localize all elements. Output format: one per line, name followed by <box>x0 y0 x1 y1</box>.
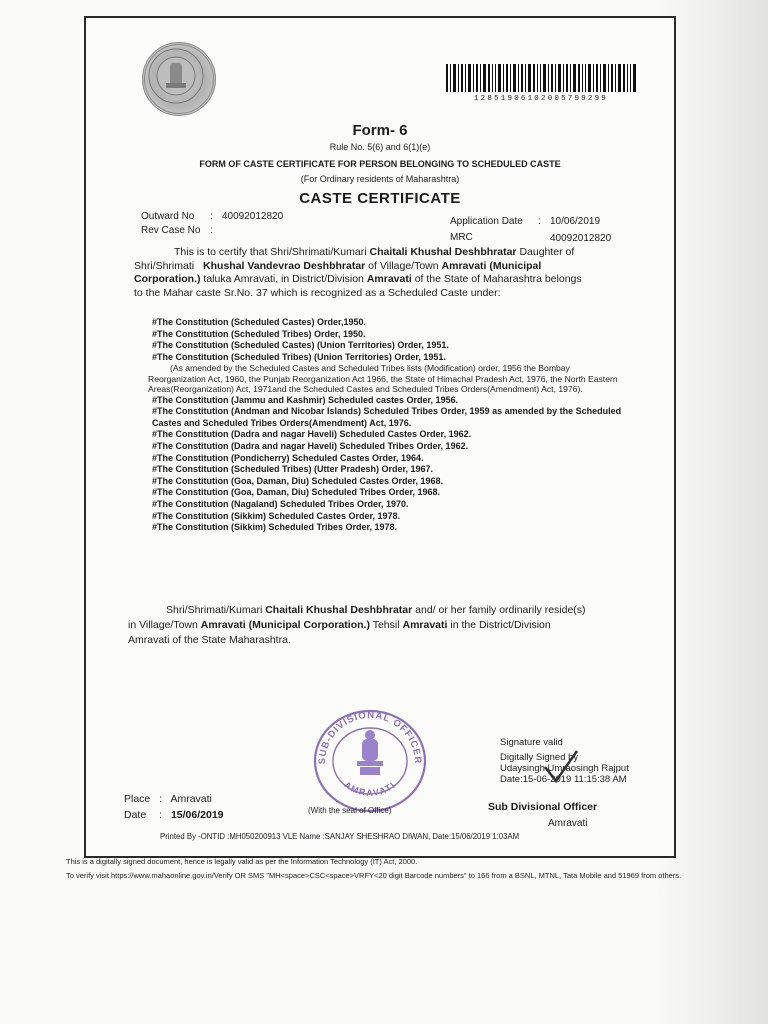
body-text: Daughter of <box>519 246 575 258</box>
order-item: #The Constitution (Andman and Nicobar Islands) Scheduled Tribes Order, 1959 as amended by the Scheduled Castes and Scheduled Tribes Orders(Amendment) Act, 1976. <box>152 406 622 428</box>
town-name: Amravati (Municipal <box>441 260 542 272</box>
officer-title: Sub Divisional Officer <box>488 801 598 813</box>
order-item: #The Constitution (Dadra and nagar Haveli) Scheduled Tribes Order, 1962. <box>152 440 469 451</box>
order-item: #The Constitution (Nagaland) Scheduled Tribes Order, 1970. <box>152 498 409 509</box>
body-text: and/ or her family ordinarily reside(s) <box>415 604 586 616</box>
body-text: in the District/Division <box>450 619 551 631</box>
outward-separator: : <box>210 211 213 222</box>
svg-text:SUB-DIVISIONAL OFFICER: SUB-DIVISIONAL OFFICER <box>316 709 424 765</box>
residence-statement <box>128 603 628 648</box>
body-line-1 <box>174 246 574 260</box>
body-line-4: to the Mahar caste Sr.No. 37 which is recognized as a Scheduled Caste under: <box>134 287 501 299</box>
order-item: #The Constitution (Scheduled Castes) Order,1950. <box>152 317 367 327</box>
body-text: Corporation.) <box>134 273 201 285</box>
form-title: Form- 6 <box>352 122 408 139</box>
order-item: #The Constitution (Goa, Daman, Diu) Scheduled Tribes Order, 1968. <box>152 487 441 498</box>
signature-valid: Signature valid <box>500 737 563 748</box>
form-subheading: (For Ordinary residents of Maharashtra) <box>300 174 460 184</box>
body-text: of the State Maharashtra. <box>172 634 291 646</box>
order-item: #The Constitution (Dadra and nagar Haveli) Scheduled Castes Order, 1962. <box>152 429 472 440</box>
place-separator: : <box>159 793 163 805</box>
amendment-note: (As amended by the Scheduled Castes and Scheduled Tribes lists (Modification) order, 1956 the Bombay Reorganization Act, 1960, the Punjab Reorganization Act 1966, the State of Himachal Pradesh Act, 1976, the North Eastern Areas(Reorganization) Act, 1971and the Scheduled Castes and Scheduled Tribes Orders(Amendment) Act, 1976). <box>148 363 618 395</box>
signer-name: Udaysingh Umraosingh Rajput <box>500 763 629 774</box>
certificate-title: CASTE CERTIFICATE <box>299 190 461 207</box>
order-item: #The Constitution (Scheduled Tribes) (Utter Pradesh) Order, 1967. <box>152 464 434 475</box>
printed-by-line: Printed By -ONTID :MH050200913 VLE Name :SANJAY SHESHRAO DIWAN, Date:15/06/2019 1:03AM <box>160 832 520 841</box>
resident-town: Amravati (Municipal Corporation.) <box>200 619 370 631</box>
svg-text:AMRAVATI: AMRAVATI <box>342 779 398 798</box>
date-label: Date <box>124 809 147 821</box>
parent-name: Khushal Vandevrao Deshbhratar <box>203 260 366 272</box>
signature-checkmark-icon <box>541 747 581 787</box>
mrc-value: 40092012820 <box>550 233 612 244</box>
application-date-separator: : <box>538 216 541 227</box>
resident-name: Chaitali Khushal Deshbhratar <box>265 604 413 616</box>
applicant-name: Chaitali Khushal Deshbhratar <box>369 246 517 258</box>
place-value: Amravati <box>170 793 212 805</box>
signed-by: Digitally Signed by <box>500 752 579 763</box>
barcode-icon <box>446 64 636 92</box>
barcode-number: 12851906102005799299 <box>473 95 608 103</box>
body-line-3 <box>134 273 582 287</box>
order-item: #The Constitution (Goa, Daman, Diu) Scheduled Castes Order, 1968. <box>152 475 444 486</box>
body-line-2 <box>134 260 541 274</box>
place-label: Place <box>124 793 151 805</box>
rule-reference: Rule No. 5(6) and 6(1)(e) <box>329 142 431 152</box>
rev-case-separator: : <box>210 225 213 236</box>
order-item: #The Constitution (Pondicherry) Scheduled Castes Order, 1964. <box>152 452 424 463</box>
body-text: This is to certify that Shri/Shrimati/Kumari <box>174 246 367 258</box>
government-emblem-seal-icon <box>142 42 216 116</box>
body-text: Tehsil <box>372 619 400 631</box>
sub-divisional-officer-stamp-icon <box>311 705 429 815</box>
resident-district: Amravati <box>128 634 170 646</box>
form-heading: FORM OF CASTE CERTIFICATE FOR PERSON BELONGING TO SCHEDULED CASTE <box>199 159 561 169</box>
order-item: #The Constitution (Jammu and Kashmir) Scheduled castes Order, 1956. <box>152 394 459 405</box>
order-item: #The Constitution (Sikkim) Scheduled Tribes Order, 1978. <box>152 522 398 533</box>
signature-date: Date:15-06-2019 11:15:38 AM <box>500 774 627 785</box>
date-value: 15/06/2019 <box>170 809 224 821</box>
body-text: Shri/Shrimati <box>134 260 195 272</box>
body-text: Shri/Shrimati/Kumari <box>166 604 263 616</box>
body-text: of Village/Town <box>368 260 439 272</box>
order-item: #The Constitution (Scheduled Tribes) (Union Territories) Order, 1951. <box>152 351 446 362</box>
constitution-orders-list <box>148 317 622 534</box>
place-row <box>124 793 212 805</box>
body-text: of the State of Maharashtra belongs <box>414 273 582 285</box>
footer-verify-note: To verify visit https://www.mahaonline.gov.in/Verify OR SMS "MH<space>CSC<space>VRFY<20 digit Barcode numbers" to 166 from a BSNL, MTNL, Tata Mobile and 51969 from others. <box>66 871 682 880</box>
order-item: #The Constitution (Scheduled Tribes) Order, 1950. <box>152 328 366 339</box>
application-date-label: Application Date <box>450 216 523 227</box>
outward-label: Outward No <box>141 211 195 222</box>
application-date-value: 10/06/2019 <box>550 216 601 227</box>
body-text: taluka Amravati, in District/Division <box>203 273 364 285</box>
body-text: in Village/Town <box>128 619 198 631</box>
officer-place: Amravati <box>548 818 588 829</box>
order-item: #The Constitution (Scheduled Castes) (Union Territories) Order, 1951. <box>152 340 449 351</box>
seal-caption: (With the seal of Office) <box>308 806 392 815</box>
footer-legal-note: This is a digitally signed document, hence is legally valid as per the Information Technology (IT) Act, 2000. <box>66 857 418 866</box>
date-separator: : <box>159 809 163 821</box>
date-row <box>124 809 224 821</box>
mrc-label: MRC <box>450 232 473 243</box>
order-item: #The Constitution (Sikkim) Scheduled Castes Order, 1978. <box>152 510 401 521</box>
outward-value: 40092012820 <box>222 211 284 222</box>
rev-case-label: Rev Case No <box>141 225 201 236</box>
district-name: Amravati <box>366 273 412 285</box>
resident-tehsil: Amravati <box>402 619 448 631</box>
